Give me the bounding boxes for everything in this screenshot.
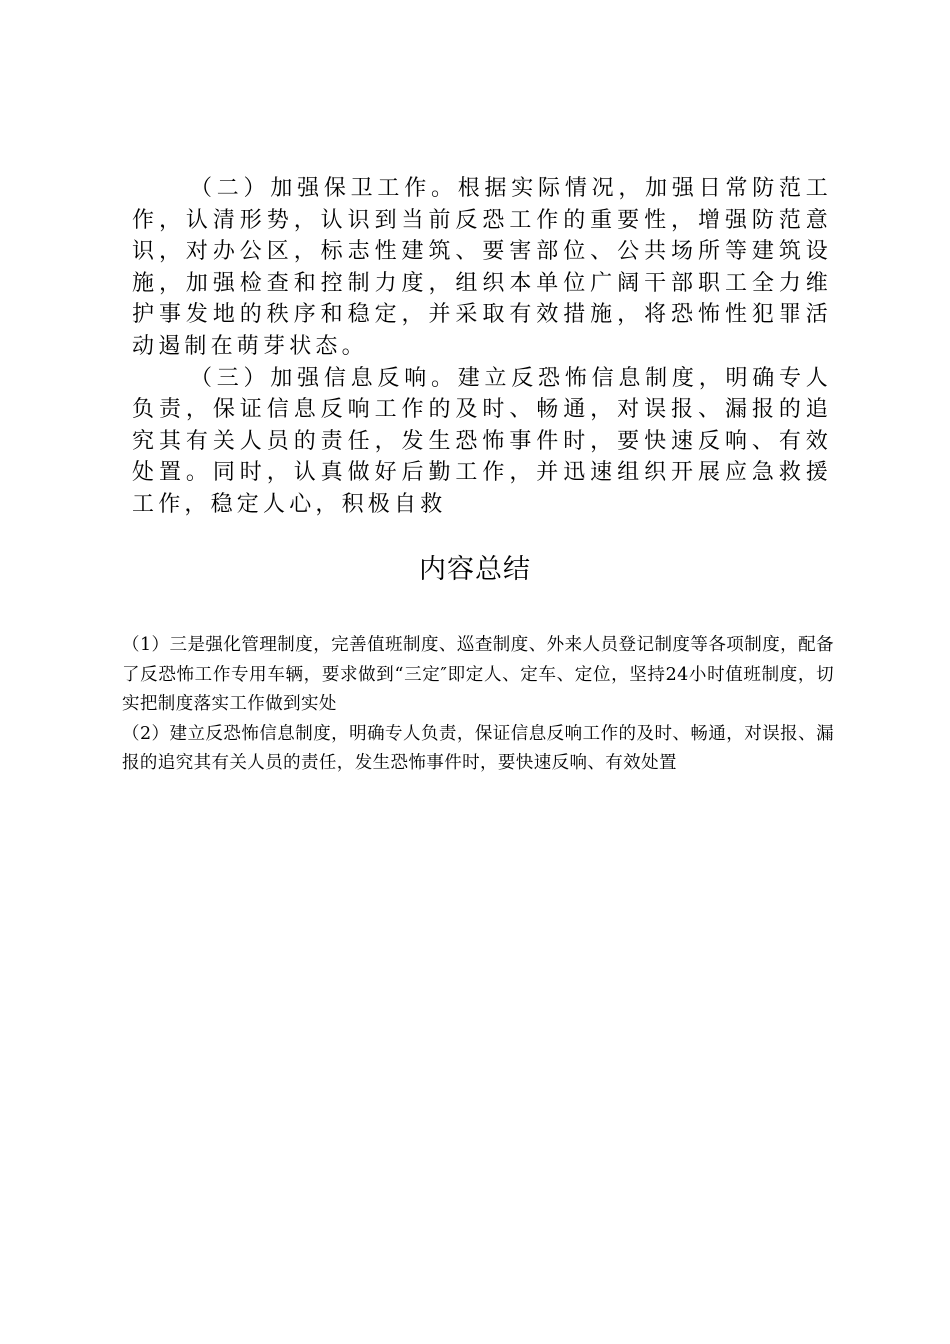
summary-list <box>122 631 834 779</box>
body-paragraph: （三）加强信息反响。建立反恐怖信息制度，明确专人负责，保证信息反响工作的及时、畅通，对误报、漏报的追究其有关人员的责任，发生恐怖事件时，要快速反响、有效处置。同时，认真做好后勤工作，并迅速组织开展应急救援工作，稳定人心，积极自救 <box>132 365 832 517</box>
summary-item: （2）建立反恐怖信息制度，明确专人负责，保证信息反响工作的及时、畅通，对误报、漏报的追究其有关人员的责任，发生恐怖事件时，要快速反响、有效处置 <box>122 723 834 773</box>
summary-item: （1）三是强化管理制度，完善值班制度、巡查制度、外来人员登记制度等各项制度，配备了反恐怖工作专用车辆，要求做到“三定″即定人、定车、定位，坚持24小时值班制度，切实把制度落实工作做到实处 <box>122 635 834 714</box>
body-text <box>132 173 832 521</box>
summary-title: 内容总结 <box>419 554 531 585</box>
body-paragraph: （二）加强保卫工作。根据实际情况，加强日常防范工作，认清形势，认识到当前反恐工作的重要性，增强防范意识，对办公区，标志性建筑、要害部位、公共场所等建筑设施，加强检查和控制力度，组织本单位广阔干部职工全力维护事发地的秩序和稳定，并采取有效措施，将恐怖性犯罪活动遏制在萌芽状态。 <box>132 176 832 359</box>
